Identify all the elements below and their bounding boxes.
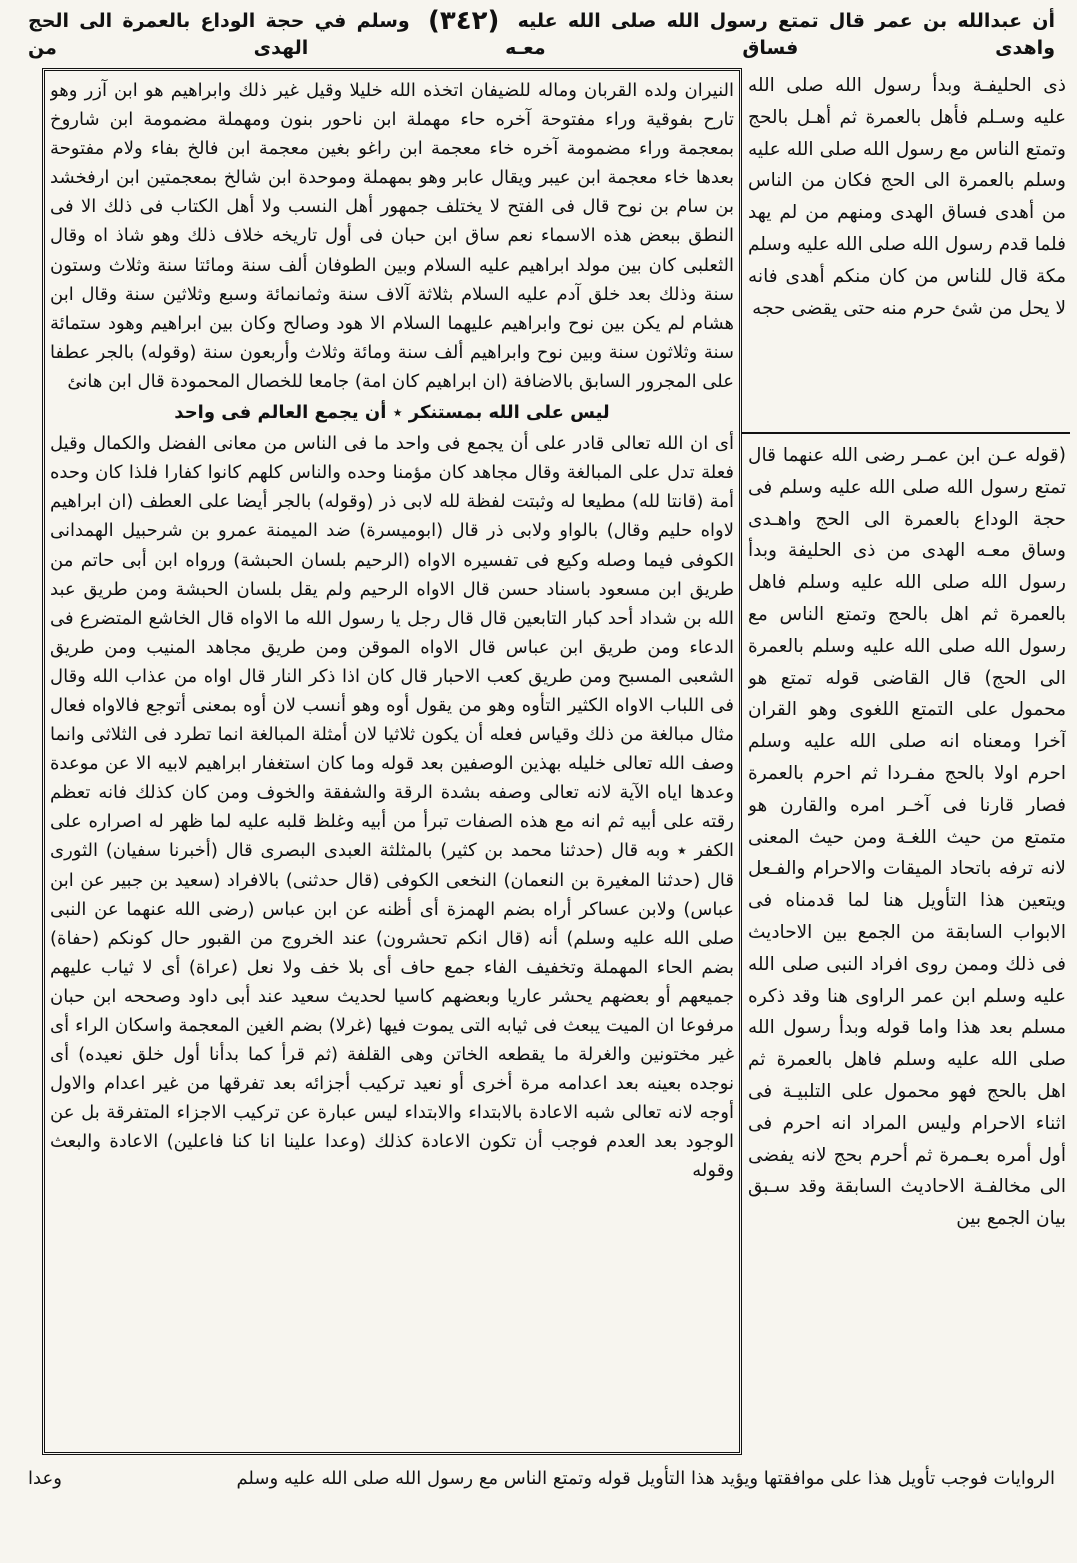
hadith-text-margin: ذى الحليفـة وبدأ رسول الله صلى الله عليه وسـلم فأهل بالعمرة ثم أهـل بالحج وتمتع الناس مع رسول الله صلى الله عليه وسلم بالعمرة الى الحج فكان من الناس من أهدى فساق الهدى ومنهم من لم يهد فلما قدم رسول الله صلى الله عليه وسلم مكة قال للناس من كان منكم أهدى فانه لا يحل من شئ حرم منه حتى يقضى حجه [748,75,1066,319]
margin-divider [742,432,1070,434]
nawawi-commentary-margin: (قوله عـن ابن عمـر رضى الله عنهما قال تمتع رسول الله صلى الله عليه وسلم فى حجة الوداع بالعمرة الى الحج واهـدى وساق معـه الهدى من ذى الحليفة وبدأ رسول الله صلى الله عليه وسلم فاهل بالعمرة ثم اهل بالحج وتمتع الناس مع رسول الله صلى الله عليه وسلم بالعمرة الى الحج) قال القاضى قوله تمتع هو محمول على التمتع اللغوى وهو القران آخرا ومعناه انه صلى الله عليه وسلم احرم اولا بالحج مفـردا ثم احرم بالعمرة فصار قارنا فى آخـر امره والقارن هو متمتع من حيث اللغـة ومن حيث المعنى لانه ترفه باتحاد الميقات والاحرام والفـعل ويتعين هذا التأويل هنا لما قدمناه فى الابواب السابقة من الجمع بين الاحاديث فى ذلك وممن روى افراد النبى صلى الله عليه وسلم ابن عمر الراوى هنا وقد ذكره مسلم بعد هذا واما قوله وبدأ رسول الله صلى الله عليه وسلم فاهل بالعمرة ثم اهل بالحج فهو محمول على التلبيـة فى اثناء الاحرام وليس المراد انه احرم فى أول أمره بعـمرة ثم أحرم بحج لانه يفضى الى مخالفـة الاحاديث السابقة وقد سـبق بيان الجمع بين [748,445,1066,1230]
header-text-before: أن عبدالله بن عمر قال تمتع رسول الله صلى الله عليه [517,10,1055,32]
footer-continuation: الروايات فوجب تأويل هذا على موافقتها ويؤيد هذا التأويل قوله وتمتع الناس مع رسول الله صلى الله عليه وسلم [236,1468,1055,1489]
running-header [28,8,1055,64]
poetry-verse: ليس على الله بمستنكر ٭ أن يجمع العالم فى واحد [174,402,610,424]
main-paragraph-2: أى ان الله تعالى قادر على أن يجمع فى واحد ما فى الناس من معانى الفضل والكمال وقيل فعلة تدل على المبالغة وقال مجاهد كان مؤمنا وحده والناس كلهم كانوا كفارا فلذا كان وحده أمة (قانتا لله) مطيعا له وثبتت لفظة لله لابى ذر (وقوله) بالجر أيضا على العطف (ان ابراهيم لاواه حليم وقال) بالواو ولابى ذر قال (ابوميسرة) ضد الميمنة عمرو بن شرحبيل الهمدانى الكوفى فيما وصله وكيع فى تفسيره الاواه (الرحيم بلسان الحبشة) ورواه ابن أبى حاتم من طريق ابن مسعود باسناد حسن قال الاواه الرحيم ولم يقل بلسان الحبشة ومن طريق عبد الله بن شداد أحد كبار التابعين قال قال رجل يا رسول الله ما الاواه قال الخاشع المتضرع فى الدعاء ومن طريق ابن عباس قال الاواه الموقن ومن طريق مجاهد المنيب ومن طريق الشعبى المسبح ومن طريق كعب الاحبار قال كان اذا ذكر النار قال اواه من عذاب الله وقال فى اللباب الاواه الكثير التأوه وهو من يقول أوه وهو أنسب لان أوه بمعنى أتوجع فالاواه فعال مثال مبالغة من ذلك وقياس فعله أن يكون ثلاثيا لان أمثلة المبالغة انما تطرد فى الثلاثى وانما وصف الله تعالى خليله بهذين الوصفين بعد قوله وما كان استغفار ابراهيم لابيه الا عن موعدة وعدها اياه الآية لانه تعالى وصفه بشدة الرقة والشفقة والخوف ومن كان كذلك فانه تعظم رقته على أبيه ثم انه مع هذه الصفات تبرأ من أبيه وغلظ قلبه عليه لما ظهر له اصراره على الكفر ٭ وبه قال (حدثنا محمد بن كثير) بالمثلثة العبدى البصرى قال (أخبرنا سفيان) الثورى قال (حدثنا المغيرة بن النعمان) النخعى الكوفى (قال حدثنى) بالافراد (سعيد بن جبير عن ابن عباس) ولابن عساكر أراه بضم الهمزة أى أظنه عن ابن عباس (رضى الله عنهما عن النبى صلى الله عليه وسلم) أنه (قال انكم تحشرون) عند الخروج من القبور حال كونكم (حفاة) بضم الحاء المهملة وتخفيف الفاء جمع حاف أى بلا خف ولا نعل (عراة) أى لا ثياب عليهم جميعهم أو بعضهم يحشر عاريا وبعضهم كاسيا لحديث سعيد عند أبى داود وصححه ابن حبان مرفوعا ان الميت يبعث فى ثيابه التى يموت فيها (غرلا) بضم الغين المعجمة واسكان الراء أى غير مختونين والغرلة ما يقطعه الخاتن وهى القلفة (ثم قرأ كما بدأنا أول خلق نعيده) أى نوجده بعينه بعد اعدامه مرة أخرى أو نعيد تركيب أجزائه بعد تفرقها من غير اعدام والاول أوجه لانه تعالى شبه الاعادة بالابتداء والابتداء ليس عبارة عن تركيب الاجزاء المتفرقة بل عن الوجود بعد العدم فوجب أن تكون الاعادة كذلك (وعدا علينا انا كنا فاعلين) الاعادة والبعث وقوله [50,433,734,1182]
catchword: وعدا [28,1468,62,1489]
footer-line [28,1464,1055,1498]
page-number: (٣٤٢) [428,8,500,36]
main-paragraph-1: النيران ولده القربان وماله للضيفان اتخذه الله خليلا وقيل غير ذلك وابراهيم هو ابن آزر وهو تارح بفوقية وراء مفتوحة آخره حاء مهملة ابن ناحور بنون ومهملة مضمومة ابن شاروخ بمعجمة وراء مضمومة آخره خاء معجمة ابن راغو بغين معجمة ابن فالخ بفاء ولام مفتوحة بعدها خاء معجمة ابن عيبر ويقال عابر وهو بمهملة وموحدة ابن شالخ بمعجمتين ابن ارفخشد بن سام بن نوح قال فى الفتح لا يختلف جمهور أهل النسب ولا أهل الكتاب فى ذلك الا فى النطق ببعض هذه الاسماء نعم ساق ابن حبان فى أول تاريخه خلاف ذلك وهو شاذ اه وقال الثعلبى كان بين مولد ابراهيم عليه السلام وبين الطوفان ألف سنة ومائتا سنة وثلاث وستون سنة وذلك بعد خلق آدم عليه السلام بثلاثة آلاف سنة وثمانمائة وسبع وثلاثين سنة وقال ابن هشام لم يكن بين نوح وابراهيم عليهما السلام الا هود وصالح وكان بين ابراهيم وهود ستمائة سنة وثلاثون سنة وبين نوح وابراهيم ألف سنة ومائة وثلاث وأربعون سنة (وقوله) بالجر عطفا على المجرور السابق بالاضافة (ان ابراهيم كان امة) جامعا للخصال المحمودة قال ابن هانئ [50,80,734,392]
header-text-after: وسلم في حجة الوداع بالعمرة الى الحج واهدى فساق معـه الهدى من [28,10,1055,59]
main-commentary [50,76,734,1447]
